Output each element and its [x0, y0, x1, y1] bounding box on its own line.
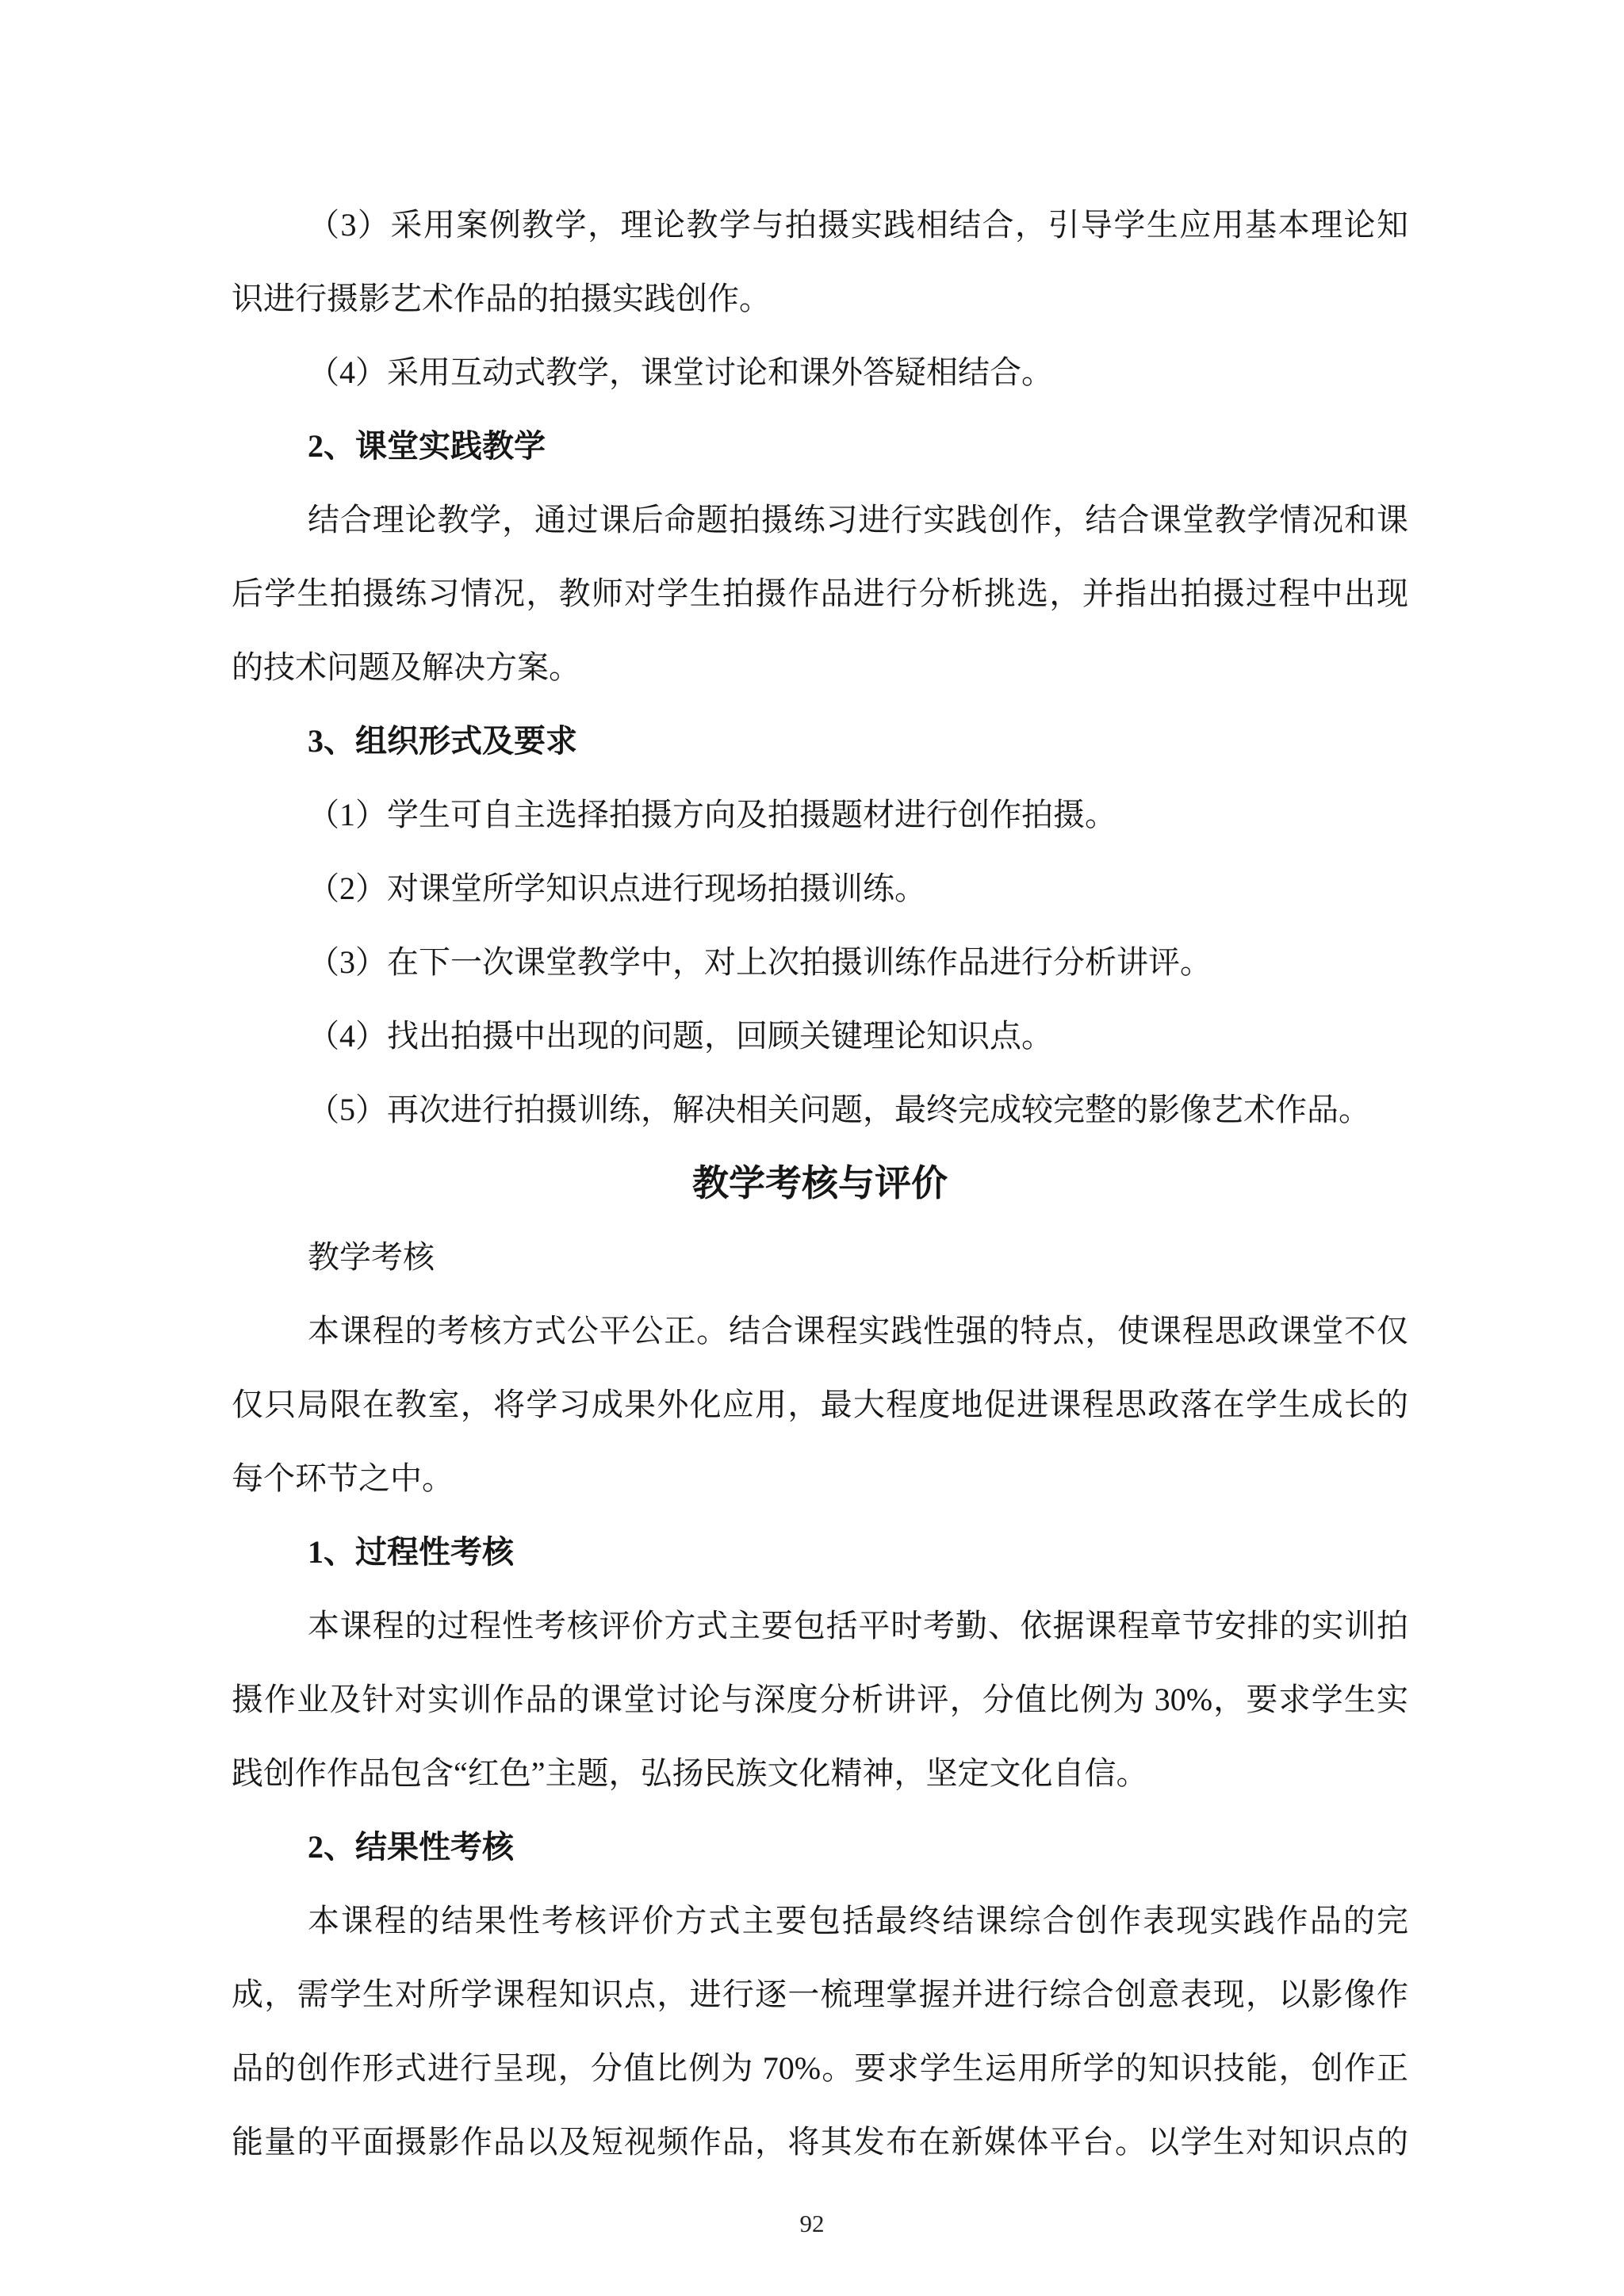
body-line: （4）采用互动式教学，课堂讨论和课外答疑相结合。 — [308, 354, 1053, 390]
subsection-label-assessment: 教学考核 — [308, 1239, 435, 1275]
body-line: 本课程的结果性考核评价方式主要包括最终结课综合创作表现实践作品的完 — [308, 1903, 1408, 1938]
page-number: 92 — [799, 2210, 825, 2237]
body-line: 每个环节之中。 — [232, 1460, 454, 1496]
body-line: 仅只局限在教室，将学习成果外化应用，最大程度地促进课程思政落在学生成长的 — [232, 1387, 1408, 1422]
list-item: （3）在下一次课堂教学中，对上次拍摄训练作品进行分析讲评。 — [308, 944, 1212, 980]
body-line: 识进行摄影艺术作品的拍摄实践创作。 — [232, 281, 771, 316]
body-line: 本课程的考核方式公平公正。结合课程实践性强的特点，使课程思政课堂不仅 — [308, 1313, 1408, 1349]
list-item: （1）学生可自主选择拍摄方向及拍摄题材进行创作拍摄。 — [308, 797, 1116, 832]
section-heading-process-assessment: 1、过程性考核 — [308, 1534, 514, 1570]
section-heading-organization-requirements: 3、组织形式及要求 — [308, 723, 577, 759]
list-item: （5）再次进行拍摄训练，解决相关问题，最终完成较完整的影像艺术作品。 — [308, 1092, 1370, 1127]
body-line: 本课程的过程性考核评价方式主要包括平时考勤、依据课程章节安排的实训拍 — [308, 1608, 1408, 1644]
body-line: 成，需学生对所学课程知识点，进行逐一梳理掌握并进行综合创意表现，以影像作 — [232, 1976, 1408, 2012]
body-line: 能量的平面摄影作品以及短视频作品，将其发布在新媒体平台。以学生对知识点的 — [232, 2124, 1408, 2160]
document-body — [232, 188, 1408, 2179]
body-line: 品的创作形式进行呈现，分值比例为 70%。要求学生运用所学的知识技能，创作正 — [232, 2050, 1408, 2086]
body-line: 后学生拍摄练习情况，教师对学生拍摄作品进行分析挑选，并指出拍摄过程中出现 — [232, 576, 1408, 611]
section-heading-result-assessment: 2、结果性考核 — [308, 1829, 514, 1865]
body-line: 践创作作品包含“红色”主题，弘扬民族文化精神，坚定文化自信。 — [232, 1755, 1148, 1791]
list-item: （4）找出拍摄中出现的问题，回顾关键理论知识点。 — [308, 1018, 1053, 1054]
body-line: 结合理论教学，通过课后命题拍摄练习进行实践创作，结合课堂教学情况和课 — [308, 502, 1408, 538]
list-item: （2）对课堂所学知识点进行现场拍摄训练。 — [308, 871, 926, 906]
section-heading-classroom-practice: 2、课堂实践教学 — [308, 428, 546, 464]
body-line: 摄作业及针对实训作品的课堂讨论与深度分析讲评，分值比例为 30%，要求学生实 — [232, 1682, 1408, 1717]
body-line: （3）采用案例教学，理论教学与拍摄实践相结合，引导学生应用基本理论知 — [308, 207, 1408, 243]
main-heading-assessment-evaluation: 教学考核与评价 — [692, 1163, 948, 1203]
body-line: 的技术问题及解决方案。 — [232, 649, 580, 685]
